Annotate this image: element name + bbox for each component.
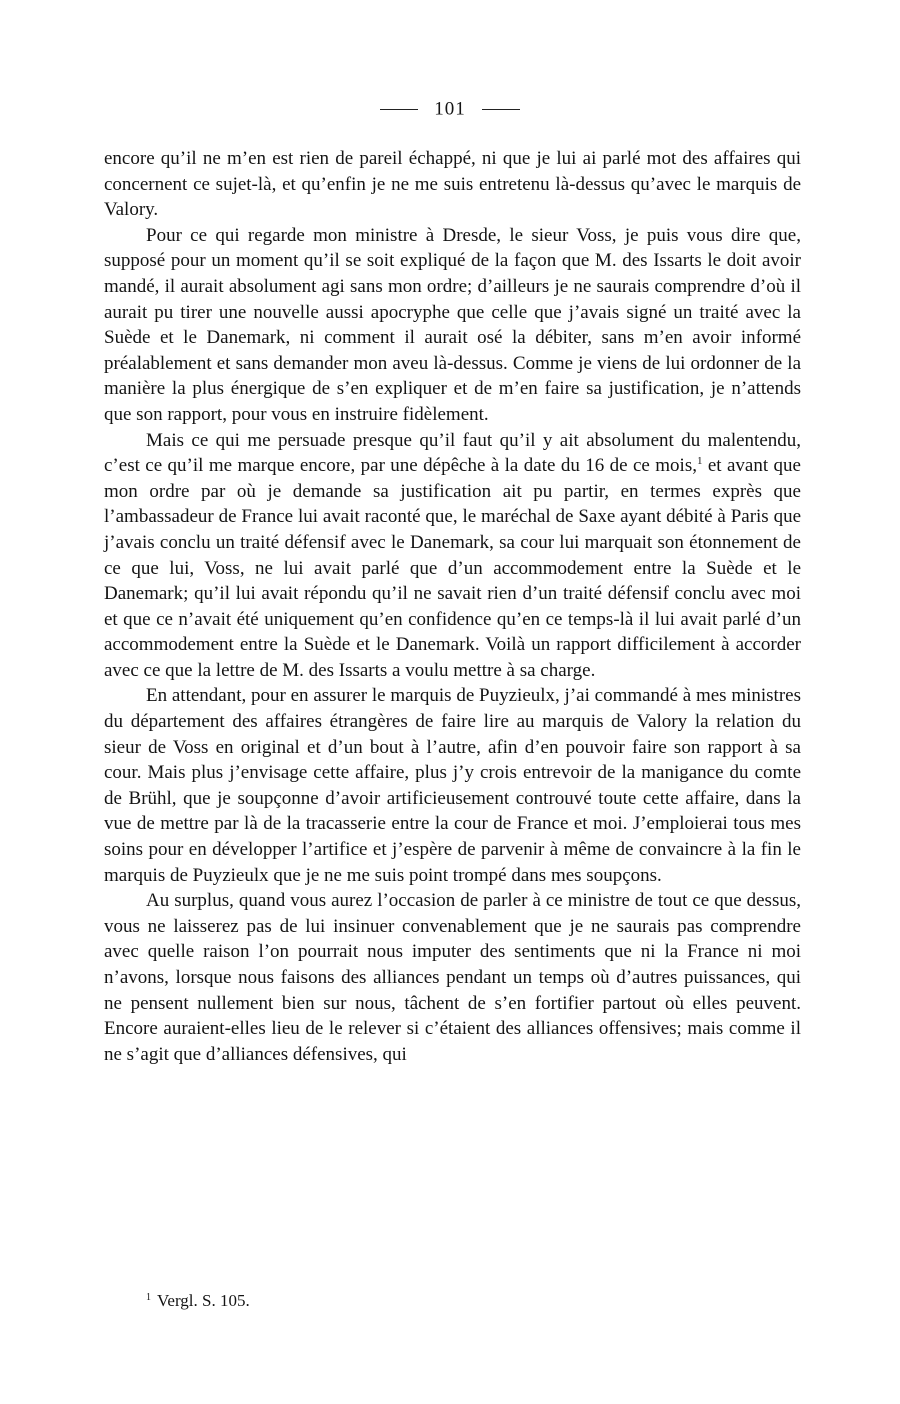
paragraph-3 [104, 428, 801, 684]
paragraph-2-text: Pour ce qui regarde mon ministre à Dresde, le sieur Voss, je puis vous dire que, supposé pour un moment qu’il se soit expliqué de la façon que M. des Issarts le doit avoir mandé, il aurait absolument agi sans mon ordre; d’ailleurs je ne saurais comprendre d’où il aurait pu tirer une nouvelle aussi apocryphe que celle que j’avais signé un traité avec la Suède et le Danemark, ni comment il aurait osé la débiter, sans m’en avoir informé préalablement et sans demander mon aveu là-dessus. Comme je viens de lui ordonner de la manière la plus énergique de s’en expliquer et de m’en faire sa justification, je n’attends que son rapport, pour vous en instruire fidèlement. [104, 224, 801, 425]
page-header [0, 98, 900, 121]
page-number: 101 [434, 98, 466, 120]
paragraph-1-text: encore qu’il ne m’en est rien de pareil échappé, ni que je lui ai parlé mot des affaires qui concernent ce sujet-là, et qu’enfin je ne me suis entretenu là-dessus qu’avec le marquis de Valory. [104, 148, 801, 221]
paragraph-3-text-after: et avant que mon ordre par où je demande sa justification ait pu partir, en termes exprès que l’ambassadeur de France lui avait raconté que, le maréchal de Saxe ayant débité à Paris que j’avais conclu un traité défensif avec le Danemark, sa cour lui marquait son étonnement de ce que lui, Voss, ne lui avait parlé que d’un accommodement entre la Suède et le Danemark; qu’il lui avait répondu qu’il ne savait rien d’un traité défensif conclu avec moi et que ce n’avait été uniquement qu’en confidence qu’en ce temps-là il lui avait parlé d’un accommodement entre la Suède et le Danemark. Voilà un rapport difficilement à accorder avec ce que la lettre de M. des Issarts a voulu mettre à sa charge. [104, 455, 801, 681]
footnote [146, 1290, 796, 1312]
paragraph-5 [104, 888, 801, 1067]
header-rule-left [380, 109, 418, 110]
body-text [104, 146, 801, 1067]
paragraph-5-text: Au surplus, quand vous aurez l’occasion de parler à ce ministre de tout ce que dessus, vous ne laisserez pas de lui insinuer convenablement que je ne saurais pas comprendre avec quelle raison l’on pourrait nous imputer des sentiments que ni la France ni moi n’avons, lorsque nous faisons des alliances pendant un temps où d’autres puissances, qui ne pensent nullement bien sur nous, tâchent de s’en fortifier partout où elles peuvent. Encore auraient-elles lieu de le relever si c’étaient des alliances offensives; mais comme il ne s’agit que d’alliances défensives, qui [104, 890, 801, 1065]
footnote-text: Vergl. S. 105. [157, 1291, 250, 1310]
paragraph-4 [104, 683, 801, 888]
paragraph-2 [104, 223, 801, 428]
footnote-reference: 1 [696, 455, 703, 468]
header-rule-right [482, 109, 520, 110]
paragraph-1 [104, 146, 801, 223]
footnote-mark: 1 [146, 1292, 151, 1303]
paragraph-3-text-before: Mais ce qui me persuade presque qu’il faut qu’il y ait absolument du malentendu, c’est ce qu’il me marque encore, par une dépêche à la date du 16 de ce mois, [104, 429, 801, 477]
paragraph-4-text: En attendant, pour en assurer le marquis de Puyzieulx, j’ai commandé à mes ministres du département des affaires étrangères de faire lire au marquis de Valory la relation du sieur de Voss en original et d’un bout à l’autre, afin d’en pouvoir faire son rapport à sa cour. Mais plus j’envisage cette affaire, plus j’y crois entrevoir de la manigance du comte de Brühl, que je soupçonne d’avoir artificieusement controuvé toute cette affaire, dans la vue de mettre par là de la tracasserie entre la cour de France et moi. J’emploierai tous mes soins pour en développer l’artifice et j’espère de parvenir à même de convaincre à la fin le marquis de Puyzieulx que je ne me suis point trompé dans mes soupçons. [104, 685, 801, 886]
